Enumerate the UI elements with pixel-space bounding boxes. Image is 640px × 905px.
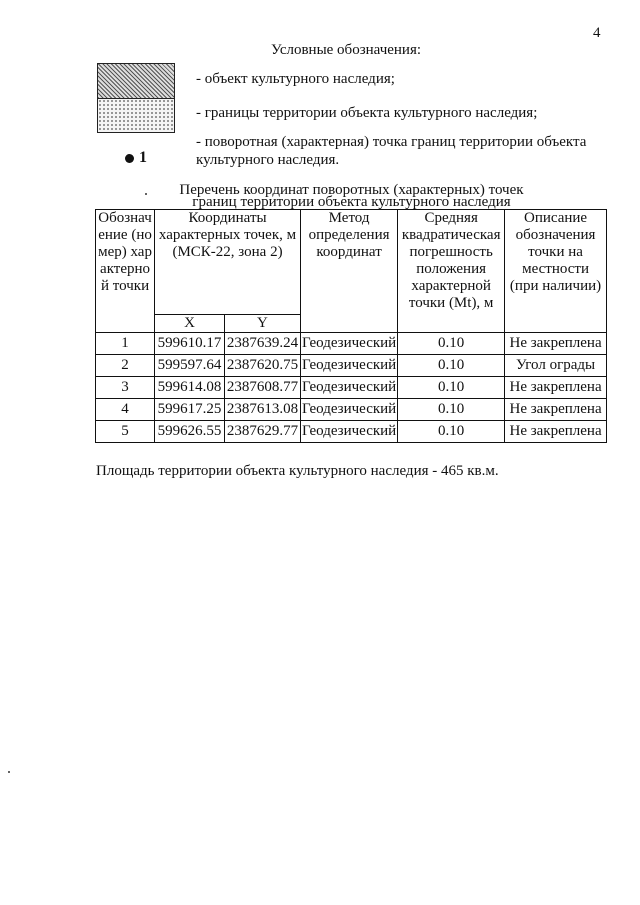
table-row xyxy=(96,333,607,355)
cell-method: Геодезический xyxy=(300,355,397,377)
legend-swatch-heritage-object xyxy=(97,63,175,99)
cell-x: 599610.17 xyxy=(155,333,225,355)
cell-number: 2 xyxy=(96,355,155,377)
legend-swatch-territory-boundary xyxy=(97,98,175,133)
list-title-line-2: границ территории объекта культурного наследия xyxy=(192,194,511,210)
cell-mt: 0.10 xyxy=(398,421,505,443)
header-y: Y xyxy=(225,315,301,333)
point-dot-icon xyxy=(125,154,134,163)
cell-method: Геодезический xyxy=(300,399,397,421)
legend-point-marker xyxy=(125,149,147,167)
legend-item-turning-point: - поворотная (характерная) точка границ территории объекта культурного наследия. xyxy=(196,134,587,168)
cell-number: 3 xyxy=(96,377,155,399)
cell-mt: 0.10 xyxy=(398,333,505,355)
header-method: Метод определения координат xyxy=(300,210,397,333)
cell-y: 2387613.08 xyxy=(225,399,301,421)
legend-item-territory-boundary: - границы территории объекта культурного наследия; xyxy=(196,105,538,121)
cell-y: 2387629.77 xyxy=(225,421,301,443)
header-point-number: Обозначение (номер) характерной точки xyxy=(96,210,155,333)
cell-method: Геодезический xyxy=(300,377,397,399)
header-coordinates: Координаты характерных точек, м (МСК-22, зона 2) xyxy=(155,210,301,315)
cell-description: Угол ограды xyxy=(505,355,607,377)
list-title-line-1: Перечень координат поворотных (характерных) точек xyxy=(179,182,524,198)
header-description: Описание обозначения точки на местности (при наличии) xyxy=(505,210,607,333)
cell-mt: 0.10 xyxy=(398,399,505,421)
cell-number: 5 xyxy=(96,421,155,443)
stray-dot xyxy=(8,771,10,773)
cell-number: 1 xyxy=(96,333,155,355)
cell-y: 2387608.77 xyxy=(225,377,301,399)
cell-x: 599597.64 xyxy=(155,355,225,377)
area-statement: Площадь территории объекта культурного наследия - 465 кв.м. xyxy=(96,463,499,479)
header-x: X xyxy=(155,315,225,333)
legend-title: Условные обозначения: xyxy=(271,42,422,58)
header-mean-error: Средняя квадратическая погрешность положения характерной точки (Mt), м xyxy=(398,210,505,333)
legend-item-heritage-object: - объект культурного наследия; xyxy=(196,71,395,87)
cell-mt: 0.10 xyxy=(398,355,505,377)
cell-number: 4 xyxy=(96,399,155,421)
cell-x: 599614.08 xyxy=(155,377,225,399)
cell-description: Не закреплена xyxy=(505,421,607,443)
table-row xyxy=(96,355,607,377)
cell-method: Геодезический xyxy=(300,421,397,443)
cell-y: 2387620.75 xyxy=(225,355,301,377)
table-row xyxy=(96,399,607,421)
point-marker-label: 1 xyxy=(139,149,147,166)
cell-x: 599617.25 xyxy=(155,399,225,421)
table-row xyxy=(96,421,607,443)
cell-mt: 0.10 xyxy=(398,377,505,399)
cell-method: Геодезический xyxy=(300,333,397,355)
cell-description: Не закреплена xyxy=(505,377,607,399)
page-number: 4 xyxy=(593,25,601,41)
cell-description: Не закреплена xyxy=(505,333,607,355)
cell-y: 2387639.24 xyxy=(225,333,301,355)
cell-description: Не закреплена xyxy=(505,399,607,421)
coordinates-table xyxy=(95,209,607,443)
table-row xyxy=(96,377,607,399)
cell-x: 599626.55 xyxy=(155,421,225,443)
